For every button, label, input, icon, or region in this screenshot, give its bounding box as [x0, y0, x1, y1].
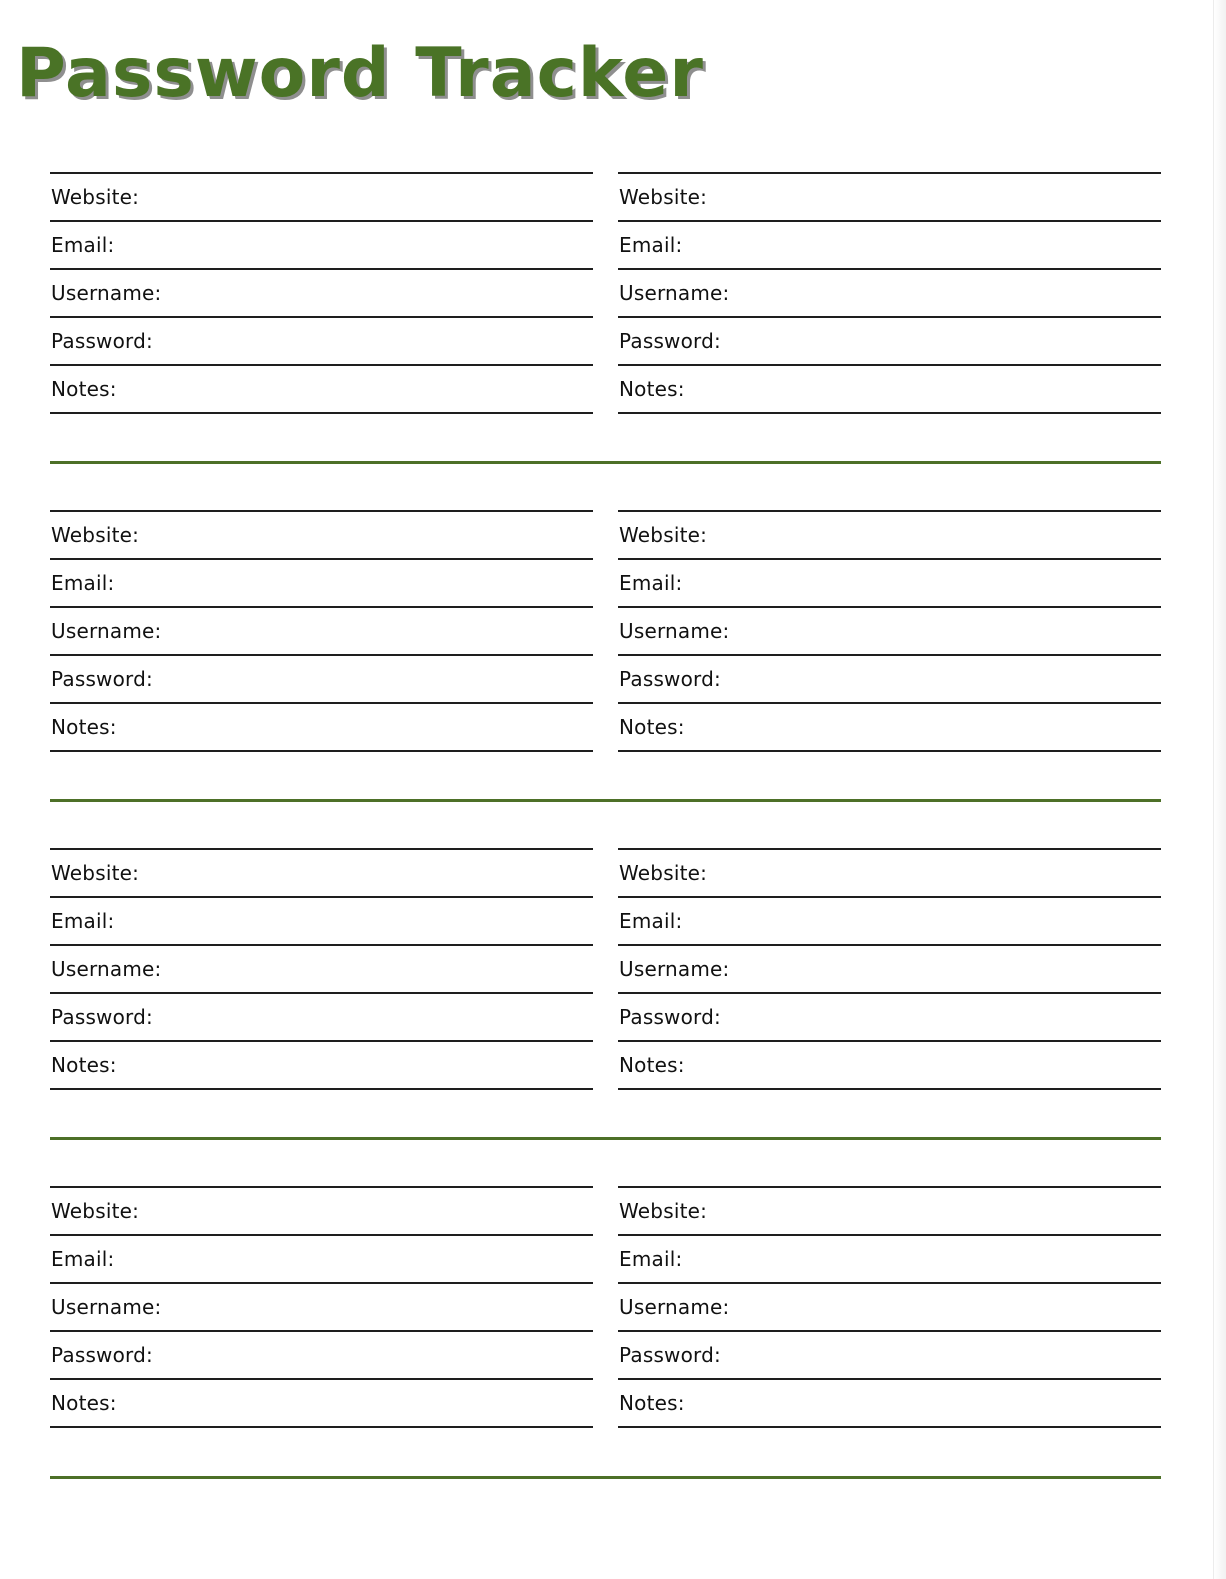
page-title: Password Tracker: [16, 34, 704, 113]
field-label: Email:: [619, 909, 683, 933]
email-field[interactable]: [50, 222, 593, 270]
email-field[interactable]: [618, 898, 1161, 946]
password-entry-card: [50, 172, 593, 414]
field-label: Username:: [619, 957, 730, 981]
field-label: Notes:: [51, 1391, 117, 1415]
field-label: Notes:: [619, 1391, 685, 1415]
field-label: Notes:: [619, 715, 685, 739]
field-label: Notes:: [51, 1053, 117, 1077]
username-field[interactable]: [50, 1284, 593, 1332]
username-field[interactable]: [50, 608, 593, 656]
section-divider: [50, 1476, 1161, 1479]
website-field[interactable]: [50, 174, 593, 222]
field-label: Password:: [619, 1343, 721, 1367]
email-field[interactable]: [618, 1236, 1161, 1284]
password-entry-card: [50, 1186, 593, 1428]
email-field[interactable]: [50, 560, 593, 608]
website-field[interactable]: [618, 1188, 1161, 1236]
notes-field[interactable]: [50, 704, 593, 752]
username-field[interactable]: [618, 608, 1161, 656]
password-field[interactable]: [50, 1332, 593, 1380]
field-label: Username:: [619, 1295, 730, 1319]
section-divider: [50, 461, 1161, 464]
password-entry-card: [618, 510, 1161, 752]
entry-section: [0, 1186, 1226, 1486]
password-entry-card: [618, 172, 1161, 414]
website-field[interactable]: [50, 1188, 593, 1236]
password-field[interactable]: [618, 656, 1161, 704]
website-field[interactable]: [50, 512, 593, 560]
field-label: Website:: [619, 1199, 708, 1223]
website-field[interactable]: [618, 850, 1161, 898]
email-field[interactable]: [50, 898, 593, 946]
field-label: Notes:: [619, 1053, 685, 1077]
field-label: Website:: [619, 185, 708, 209]
field-label: Website:: [51, 1199, 140, 1223]
password-entry-card: [50, 510, 593, 752]
notes-field[interactable]: [50, 1380, 593, 1428]
website-field[interactable]: [618, 512, 1161, 560]
notes-field[interactable]: [50, 1042, 593, 1090]
notes-field[interactable]: [50, 366, 593, 414]
field-label: Password:: [619, 1005, 721, 1029]
website-field[interactable]: [618, 174, 1161, 222]
section-divider: [50, 799, 1161, 802]
username-field[interactable]: [618, 270, 1161, 318]
field-label: Website:: [51, 523, 140, 547]
field-label: Username:: [619, 281, 730, 305]
password-field[interactable]: [50, 318, 593, 366]
field-label: Username:: [51, 1295, 162, 1319]
notes-field[interactable]: [618, 1042, 1161, 1090]
entry-section: [0, 172, 1226, 472]
notes-field[interactable]: [618, 704, 1161, 752]
field-label: Password:: [51, 667, 153, 691]
entry-section: [0, 510, 1226, 810]
username-field[interactable]: [618, 946, 1161, 994]
field-label: Password:: [619, 329, 721, 353]
website-field[interactable]: [50, 850, 593, 898]
username-field[interactable]: [50, 270, 593, 318]
field-label: Notes:: [619, 377, 685, 401]
entry-section: [0, 848, 1226, 1148]
field-label: Email:: [619, 1247, 683, 1271]
password-field[interactable]: [618, 994, 1161, 1042]
field-label: Notes:: [51, 715, 117, 739]
field-label: Username:: [619, 619, 730, 643]
field-label: Password:: [619, 667, 721, 691]
notes-field[interactable]: [618, 1380, 1161, 1428]
field-label: Email:: [51, 571, 115, 595]
username-field[interactable]: [618, 1284, 1161, 1332]
field-label: Password:: [51, 1343, 153, 1367]
field-label: Email:: [51, 909, 115, 933]
username-field[interactable]: [50, 946, 593, 994]
field-label: Email:: [51, 1247, 115, 1271]
email-field[interactable]: [50, 1236, 593, 1284]
section-divider: [50, 1137, 1161, 1140]
password-field[interactable]: [618, 1332, 1161, 1380]
field-label: Username:: [51, 281, 162, 305]
password-entry-card: [618, 1186, 1161, 1428]
email-field[interactable]: [618, 560, 1161, 608]
password-field[interactable]: [618, 318, 1161, 366]
field-label: Email:: [619, 571, 683, 595]
password-entry-card: [50, 848, 593, 1090]
password-field[interactable]: [50, 656, 593, 704]
field-label: Email:: [51, 233, 115, 257]
field-label: Website:: [51, 861, 140, 885]
field-label: Website:: [619, 523, 708, 547]
field-label: Website:: [51, 185, 140, 209]
email-field[interactable]: [618, 222, 1161, 270]
field-label: Password:: [51, 329, 153, 353]
field-label: Email:: [619, 233, 683, 257]
notes-field[interactable]: [618, 366, 1161, 414]
password-field[interactable]: [50, 994, 593, 1042]
field-label: Notes:: [51, 377, 117, 401]
field-label: Username:: [51, 957, 162, 981]
field-label: Website:: [619, 861, 708, 885]
field-label: Password:: [51, 1005, 153, 1029]
field-label: Username:: [51, 619, 162, 643]
password-entry-card: [618, 848, 1161, 1090]
